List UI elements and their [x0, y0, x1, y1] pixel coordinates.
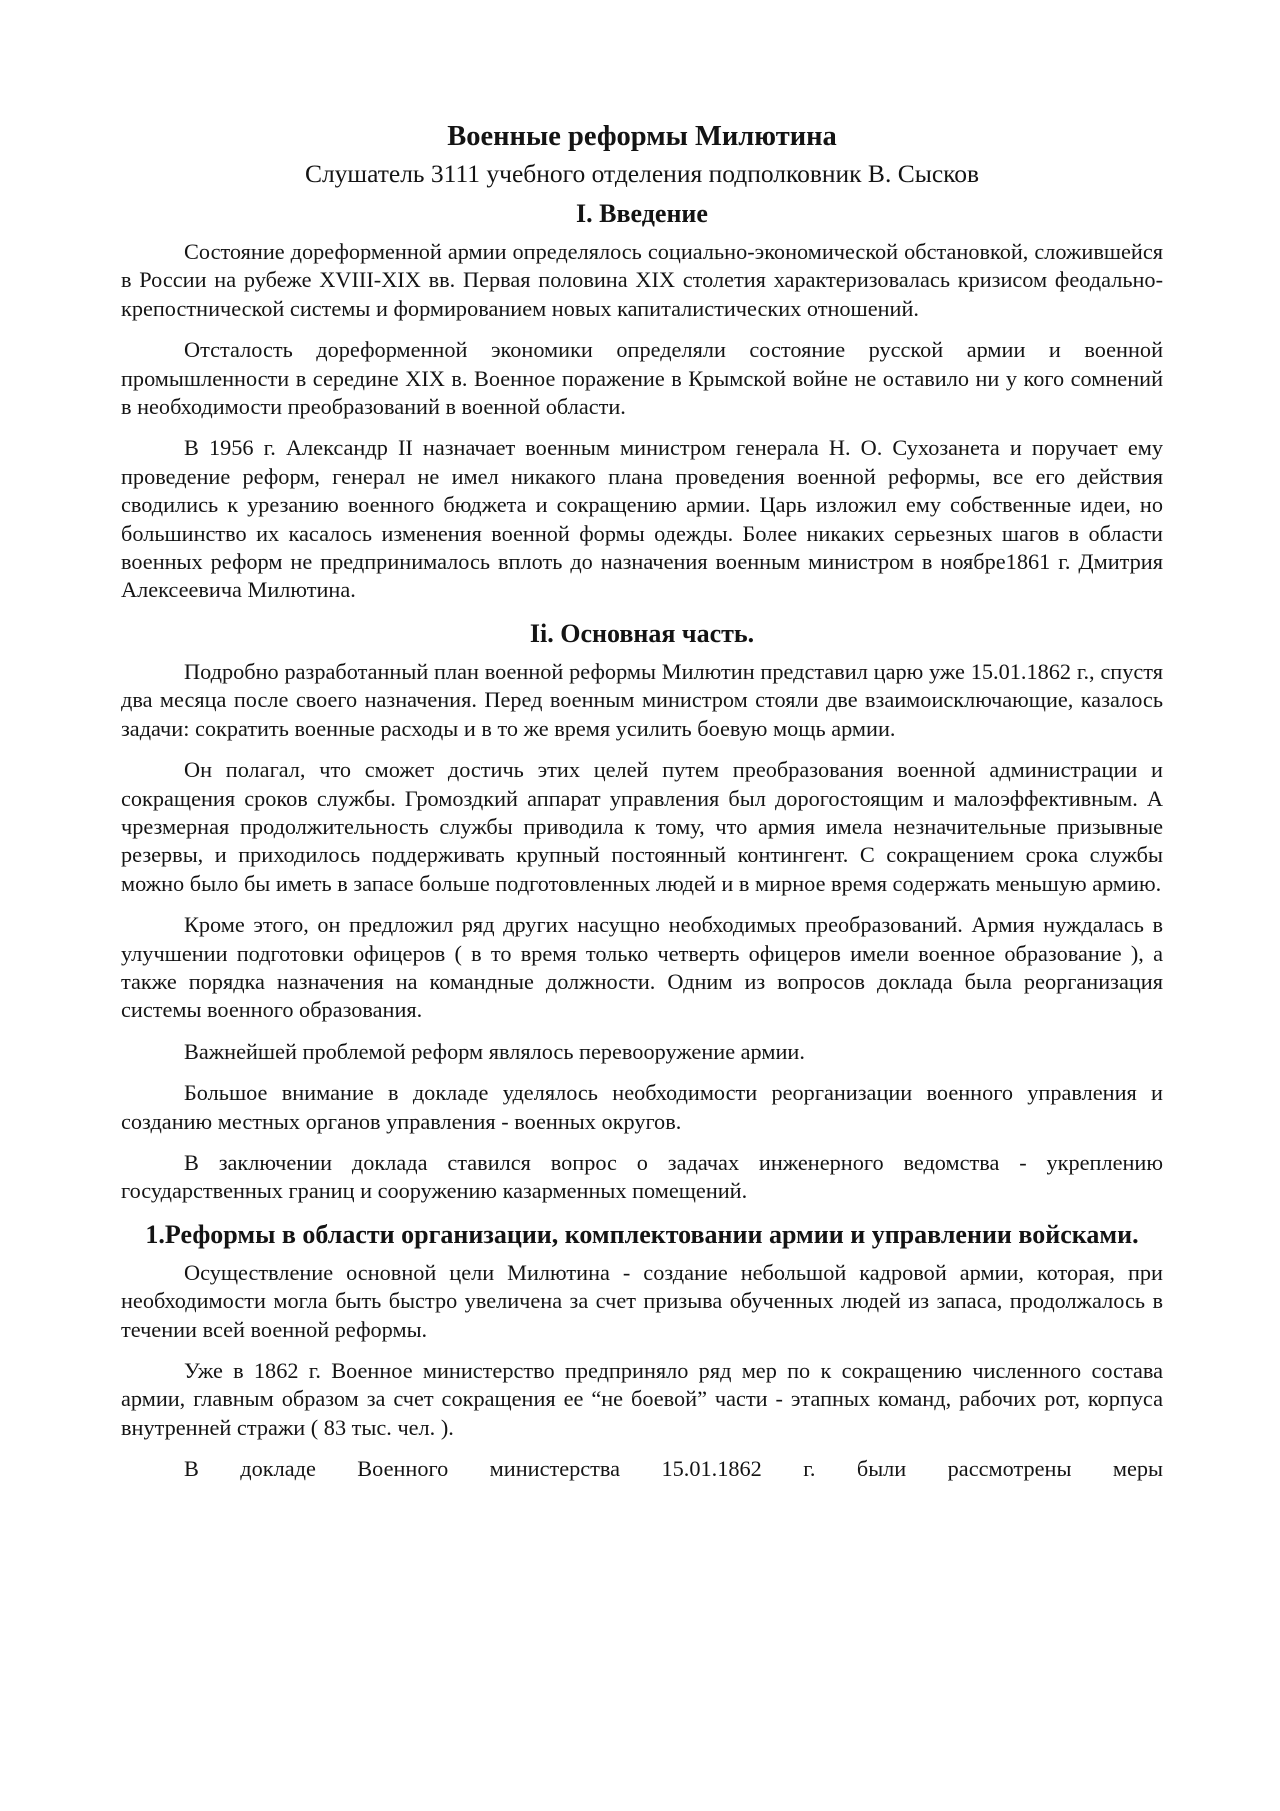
document-subtitle: Слушатель 3111 учебного отделения подполковник В. Сысков — [304, 159, 980, 188]
section-heading-main-part: Ii. Основная часть. — [529, 618, 755, 648]
document-title: Военные реформы Милютина — [447, 121, 837, 152]
paragraph: Кроме этого, он предложил ряд других насущно необходимых преобразований. Армия нуждалась в улучшении подготовки офицеров ( в то время только четверть офицеров имели военное образование ), а также порядка назначения на командные должности. Одним из вопросов доклада была реорганизация системы военного образования. — [121, 912, 1163, 1023]
paragraph: Уже в 1862 г. Военное министерство предприняло ряд мер по к сокращению численного состава армии, главным образом за счет сокращения ее “не боевой” части - этапных команд, рабочих рот, корпуса внутренней стражи ( 83 тыс. чел. ). — [121, 1358, 1163, 1440]
paragraph: Большое внимание в докладе уделялось необходимости реорганизации военного управления и созданию местных органов управления - военных округов. — [121, 1080, 1163, 1134]
paragraph: В 1956 г. Александр II назначает военным министром генерала Н. О. Сухозанета и поручает ему проведение реформ, генерал не имел никакого плана проведения военной реформы, все его действия сводились к урезанию военного бюджета и сокращению армии. Царь изложил ему собственные идеи, но большинство их касалось изменения военной формы одежды. Более никаких серьезных шагов в области военных реформ не предпринималось вплоть до назначения военным министром в ноябре1861 г. Дмитрия Алексеевича Милютина. — [121, 435, 1163, 603]
paragraph: Осуществление основной цели Милютина - создание небольшой кадровой армии, которая, при необходимости могла быть быстро увеличена за счет призыва обученных людей из запаса, продолжалось в течении всей военной реформы. — [121, 1259, 1163, 1342]
paragraph: Подробно разработанный план военной реформы Милютин представил царю уже 15.01.1862 г., спустя два месяца после своего назначения. Перед военным министром стояли две взаимоисключающие, казалось задачи: сократить военные расходы и в то же время усилить боевую мощь армии. — [121, 658, 1163, 741]
paragraph: Состояние дореформенной армии определялось социально-экономической обстановкой, сложившейся в России на рубеже XVIII-XIX вв. Первая половина XIX столетия характеризовалась кризисом феодально-крепостнической системы и формированием новых капиталистических отношений. — [121, 239, 1163, 321]
section-heading-army-organization-reforms: 1.Реформы в области организации, комплектовании армии и управлении войсками. — [145, 1219, 1139, 1249]
paragraph: Важнейшей проблемой реформ являлось перевооружение армии. — [184, 1038, 805, 1064]
section-heading-introduction: I. Введение — [576, 199, 708, 228]
paragraph: В докладе Военного министерства 15.01.1862 г. были рассмотрены меры — [184, 1456, 1163, 1482]
document-page — [121, 120, 1163, 1497]
paragraph: Отсталость дореформенной экономики определяли состояние русской армии и военной промышленности в середине XIX в. Военное поражение в Крымской войне не оставило ни у кого сомнений в необходимости преобразований в военной области. — [121, 337, 1163, 420]
paragraph: Он полагал, что сможет достичь этих целей путем преобразования военной администрации и сокращения сроков службы. Громоздкий аппарат управления был дорогостоящим и малоэффективным. А чрезмерная продолжительность службы приводила к тому, что армия имела незначительные призывные резервы, и приходилось поддерживать крупный постоянный контингент. С сокращением срока службы можно было бы иметь в запасе больше подготовленных людей и в мирное время содержать меньшую армию. — [121, 757, 1163, 896]
paragraph: В заключении доклада ставился вопрос о задачах инженерного ведомства - укреплению государственных границ и сооружению казарменных помещений. — [121, 1149, 1163, 1204]
